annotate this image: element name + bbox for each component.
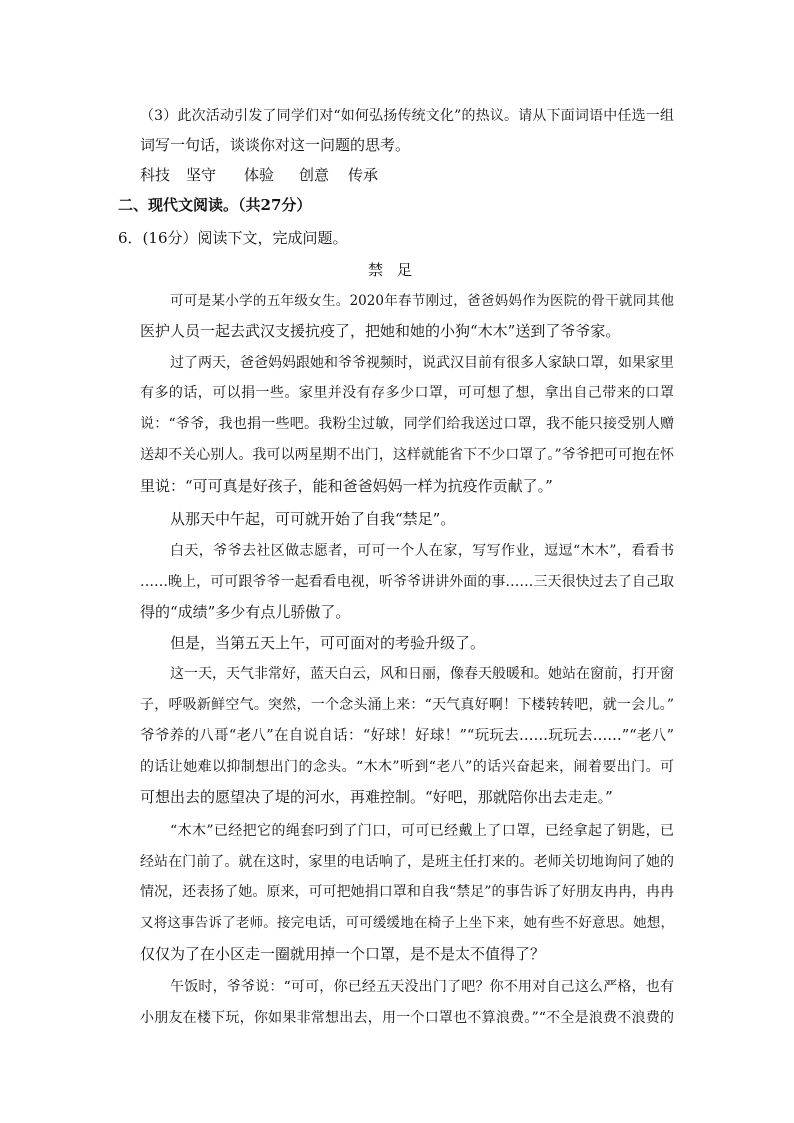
article-line: 可想出去的愿望决了堤的河水，再难控制。“好吧，那就陪你出去走走。” (140, 788, 613, 806)
question-3-line-2: 词写一句话，谈谈你对这一问题的思考。 (140, 136, 411, 154)
article-line: 里说：“可可真是好孩子，能和爸爸妈妈一样为抗疫作贡献了。” (140, 477, 553, 495)
word-option: 科技 (140, 166, 171, 184)
word-option: 体验 (244, 166, 275, 184)
word-option: 创意 (299, 166, 330, 184)
article-line: 情况，还表扬了她。原来，可可把她捐口罩和自我“禁足”的事告诉了好朋友冉冉，冉冉 (140, 884, 674, 900)
article-line: 午饭时，爷爷说：“可可，你已经五天没出门了吧？你不用对自己这么严格，也有 (170, 979, 674, 995)
question-6-prompt: 6．(16分）阅读下文，完成问题。 (118, 229, 348, 247)
word-options (140, 165, 388, 185)
article-line: 过了两天，爸爸妈妈跟她和爷爷视频时，说武汉目前有很多人家缺口罩，如果家里 (170, 355, 674, 371)
article-line: ……晚上，可可跟爷爷一起看看电视，听爷爷讲讲外面的事……三天很快过去了自己取 (140, 574, 674, 590)
article-line: 的话让她难以抑制想出门的念头。“木木”听到“老八”的话兴奋起来，闹着要出门。可 (140, 759, 674, 775)
article-line: 可可是某小学的五年级女生。2020年春节刚过，爸爸妈妈作为医院的骨干就同其他 (170, 293, 674, 309)
article-line: 有多的话，可以捐一些。家里并没有存多少口罩，可可想了想，拿出自己带来的口罩 (140, 385, 674, 401)
article-line: 但是，当第五天上午，可可面对的考验升级了。 (170, 634, 486, 652)
article-line: 经站在门前了。就在这时，家里的电话响了，是班主任打来的。老师关切地询问了她的 (140, 854, 674, 870)
article-line: 仅仅为了在小区走一圈就用掉一个口罩，是不是太不值得了？ (140, 945, 546, 963)
article-line: 爷爷养的八哥“老八”在自说自话：“好球！好球！”“玩玩去……玩玩去……”“老八” (140, 728, 674, 744)
word-option: 传承 (348, 166, 379, 184)
article-line: 从那天中午起，可可就开始了自我“禁足”。 (170, 510, 456, 528)
article-line: 医护人员一起去武汉支援抗疫了，把她和她的小狗“木木”送到了爷爷家。 (140, 322, 621, 340)
article-line: 白天，爷爷去社区做志愿者，可可一个人在家，写写作业，逗逗“木木”，看看书 (170, 543, 674, 559)
article-line: 又将这事告诉了老师。接完电话，可可缓缓地在椅子上坐下来，她有些不好意思。她想， (140, 915, 674, 931)
article-title: 禁足 (367, 261, 426, 279)
article-line: 小朋友在楼下玩，你如果非常想出去，用一个口罩也不算浪费。”“不全是浪费不浪费的 (140, 1010, 674, 1026)
word-option: 坚守 (186, 166, 217, 184)
article-line: 得的“成绩”多少有点儿骄傲了。 (140, 603, 351, 621)
section-heading: 二、现代文阅读。（共27分） (118, 196, 312, 214)
article-line: 送却不关心别人。我可以两星期不出门，这样就能省下不少口罩了。”爷爷把可可抱在怀 (140, 447, 674, 463)
article-line: 子，呼吸新鲜空气。突然，一个念头涌上来：“天气真好啊！下楼转转吧，就一会儿。” (140, 697, 674, 713)
article-line: 说：“爷爷，我也捐一些吧。我粉尘过敏，同学们给我送过口罩，我不能只接受别人赠 (140, 416, 674, 432)
article-line: 这一天，天气非常好，蓝天白云，风和日丽，像春天般暖和。她站在窗前，打开窗 (170, 666, 674, 682)
question-3-line-1: （3）此次活动引发了同学们对“如何弘扬传统文化”的热议。请从下面词语中任选一组 (140, 108, 674, 124)
article-line: “木木”已经把它的绳套叼到了门口，可可已经戴上了口罩，已经拿起了钥匙，已 (170, 823, 674, 839)
